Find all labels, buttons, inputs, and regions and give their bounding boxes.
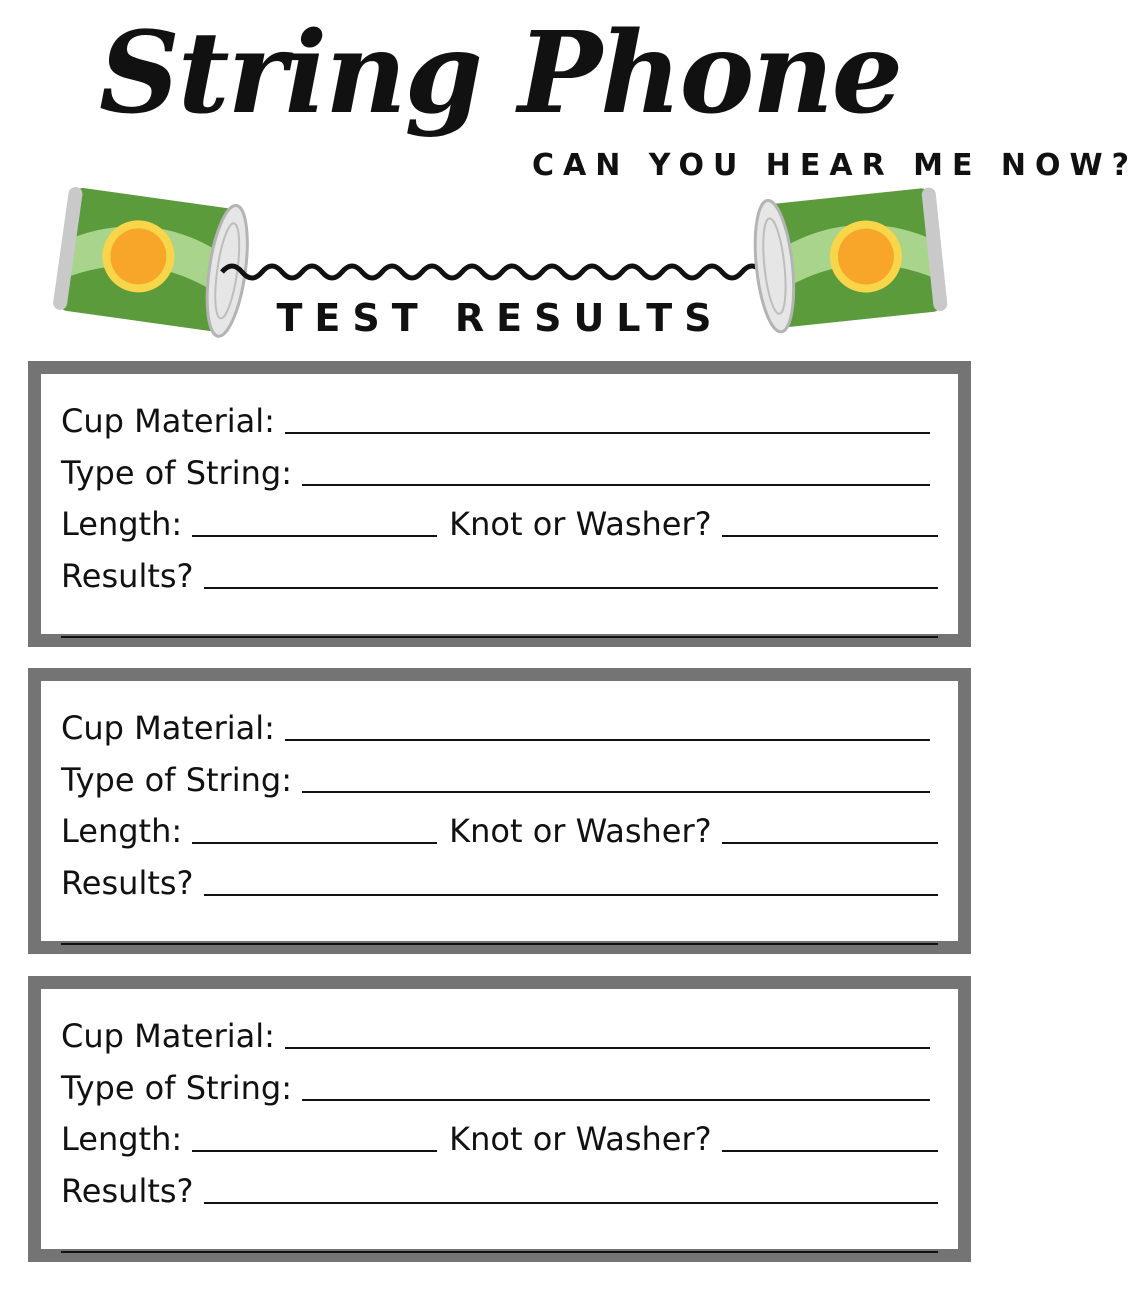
string-type-field[interactable] — [302, 482, 930, 486]
length-field[interactable] — [192, 1148, 437, 1152]
string-type-row — [61, 755, 938, 799]
length-row — [61, 499, 938, 543]
results-label: Results? — [61, 864, 194, 902]
knot-washer-field[interactable] — [722, 1148, 938, 1152]
length-label: Length: — [61, 812, 183, 850]
page-subtitle: CAN YOU HEAR ME NOW? — [532, 148, 1138, 183]
cup-material-label: Cup Material: — [61, 1017, 275, 1055]
results-label: Results? — [61, 557, 194, 595]
string-type-row — [61, 1063, 938, 1107]
string-type-row — [61, 448, 938, 492]
test-result-card-2 — [28, 668, 971, 954]
length-row — [61, 1114, 938, 1158]
knot-washer-field[interactable] — [722, 533, 938, 537]
string-type-label: Type of String: — [61, 1069, 292, 1107]
cup-material-row — [61, 396, 938, 440]
cup-material-row — [61, 703, 938, 747]
string-type-label: Type of String: — [61, 454, 292, 492]
length-row — [61, 806, 938, 850]
results-continuation-row — [61, 907, 938, 951]
knot-washer-label: Knot or Washer? — [449, 1120, 712, 1158]
results-field[interactable] — [204, 585, 938, 589]
knot-washer-label: Knot or Washer? — [449, 505, 712, 543]
string-type-label: Type of String: — [61, 761, 292, 799]
cup-material-label: Cup Material: — [61, 709, 275, 747]
results-continuation-row — [61, 1215, 938, 1259]
results-row — [61, 1166, 938, 1210]
section-heading: TEST RESULTS — [276, 296, 724, 340]
test-result-card-3 — [28, 976, 971, 1262]
results-continuation-field[interactable] — [61, 941, 938, 945]
page-title: String Phone — [99, 8, 901, 139]
results-row — [61, 858, 938, 902]
knot-washer-label: Knot or Washer? — [449, 812, 712, 850]
string-type-field[interactable] — [302, 789, 930, 793]
results-row — [61, 551, 938, 595]
cup-material-row — [61, 1011, 938, 1055]
cup-material-field[interactable] — [285, 1045, 930, 1049]
length-field[interactable] — [192, 840, 437, 844]
results-label: Results? — [61, 1172, 194, 1210]
knot-washer-field[interactable] — [722, 840, 938, 844]
string-type-field[interactable] — [302, 1097, 930, 1101]
cup-material-field[interactable] — [285, 430, 930, 434]
results-continuation-row — [61, 600, 938, 644]
length-label: Length: — [61, 1120, 183, 1158]
results-field[interactable] — [204, 892, 938, 896]
results-continuation-field[interactable] — [61, 1249, 938, 1253]
length-label: Length: — [61, 505, 183, 543]
length-field[interactable] — [192, 533, 437, 537]
cup-material-field[interactable] — [285, 737, 930, 741]
string-wave — [222, 266, 782, 278]
test-result-card-1 — [28, 361, 971, 647]
results-continuation-field[interactable] — [61, 634, 938, 638]
results-field[interactable] — [204, 1200, 938, 1204]
cup-material-label: Cup Material: — [61, 402, 275, 440]
